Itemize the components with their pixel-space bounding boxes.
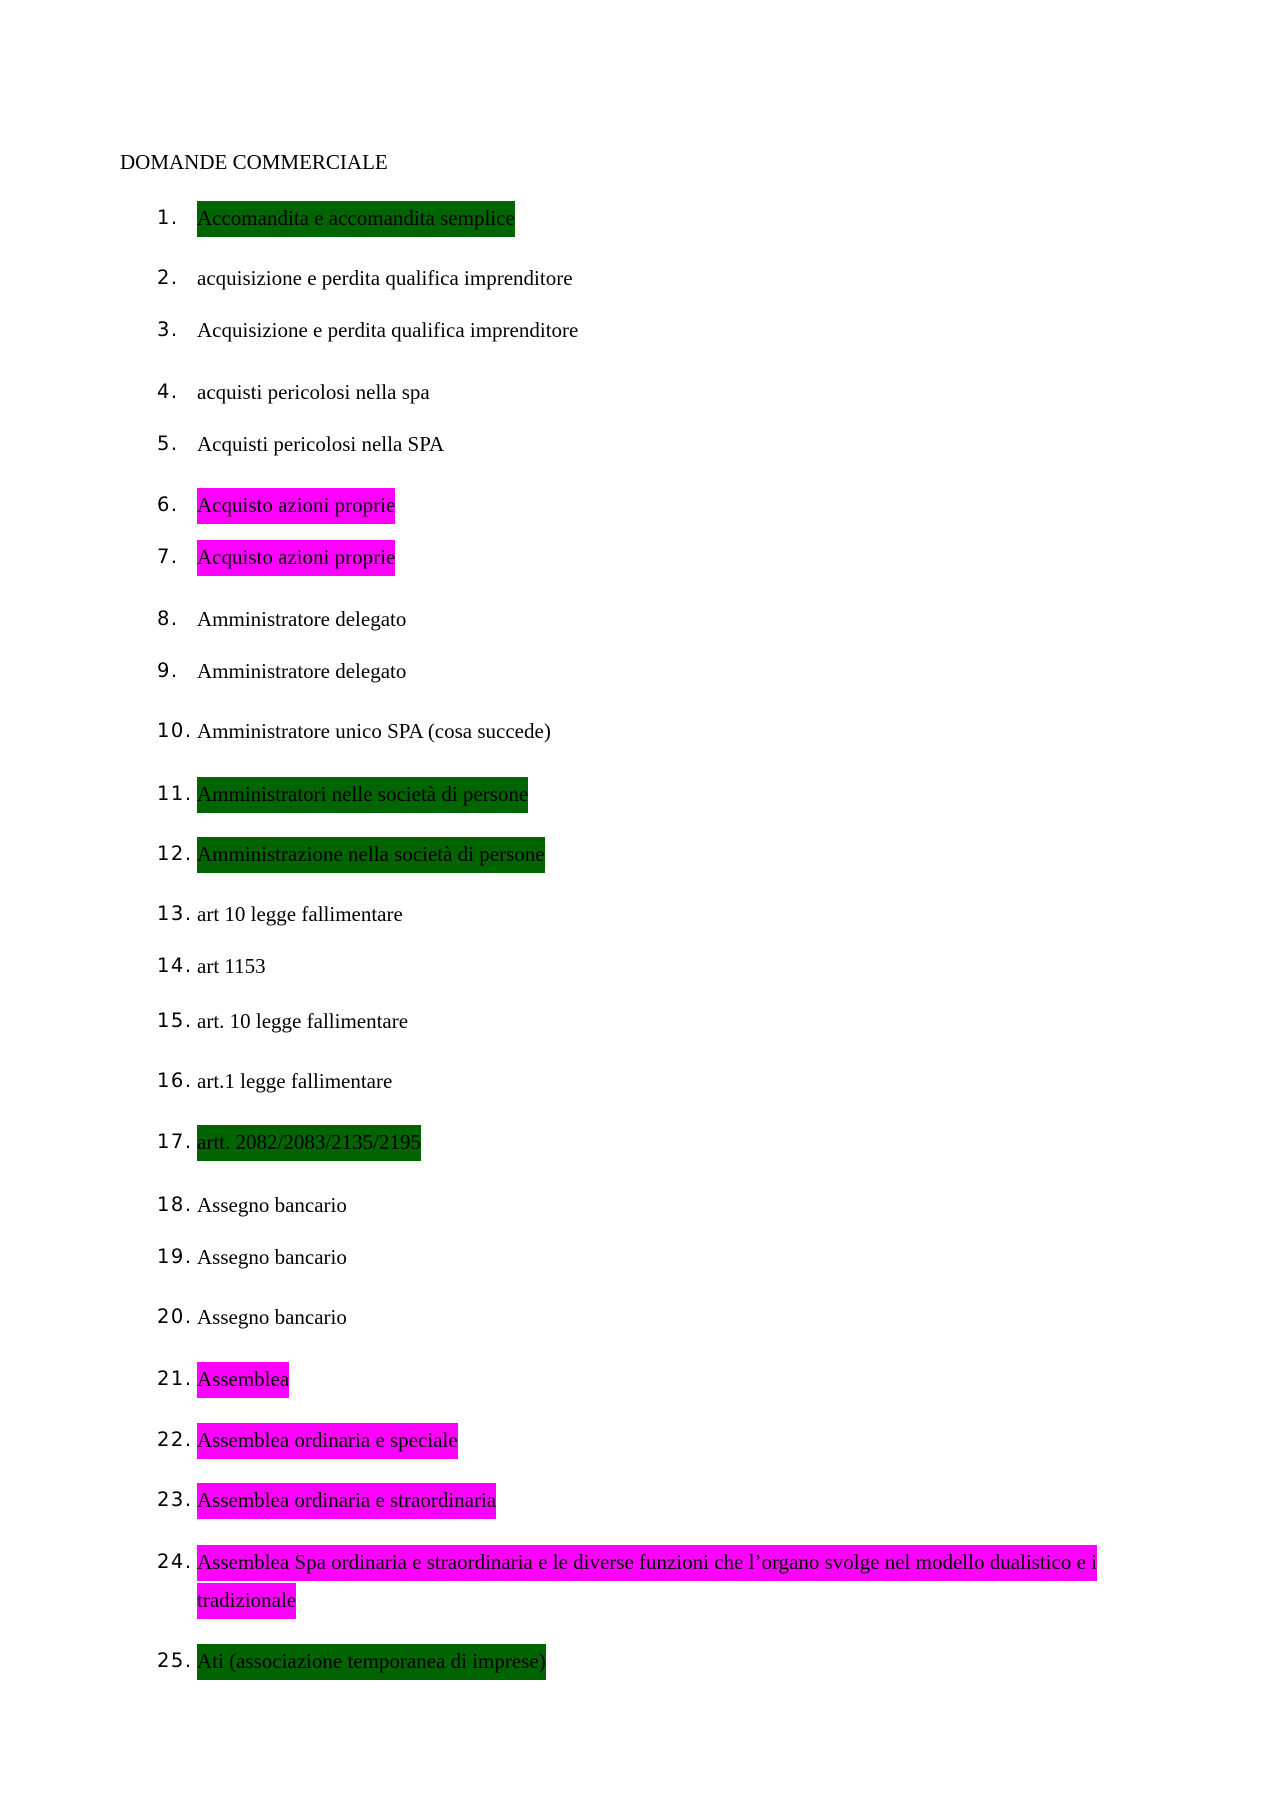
list-item-number: 22. (157, 1428, 193, 1451)
list-item-text: art 10 legge fallimentare (197, 902, 403, 926)
list-item-text: Assemblea (197, 1362, 289, 1398)
list-item-number: 19. (157, 1245, 193, 1268)
list-item-number: 21. (157, 1367, 193, 1390)
list-item-text: art 1153 (197, 954, 266, 978)
list-item-text: Acquisto azioni proprie (197, 540, 395, 576)
list-item-number: 25. (157, 1649, 193, 1672)
list-item-number: 23. (157, 1488, 193, 1511)
list-item-number: 13. (157, 902, 193, 925)
document-title: DOMANDE COMMERCIALE (120, 150, 388, 174)
list-item-text: Amministratori nelle società di persone (197, 777, 528, 813)
list-item-text: art.1 legge fallimentare (197, 1069, 393, 1093)
list-item-text: artt. 2082/2083/2135/2195 (197, 1125, 421, 1161)
list-item-number: 18. (157, 1193, 193, 1216)
list-item-number: 4. (157, 380, 179, 403)
list-item-text: Amministratore delegato (197, 659, 407, 683)
list-item-text: Accomandita e accomandita semplice (197, 201, 515, 237)
list-item-text: Amministratore delegato (197, 607, 407, 631)
list-item-number: 17. (157, 1130, 193, 1153)
list-item-number: 14. (157, 954, 193, 977)
list-item-number: 6. (157, 493, 179, 516)
list-item-text: Assemblea ordinaria e straordinaria (197, 1483, 496, 1519)
list-item-number: 12. (157, 842, 193, 865)
list-item-text: Acquisto azioni proprie (197, 488, 395, 524)
list-item-number: 1. (157, 206, 179, 229)
list-item-number: 2. (157, 266, 179, 289)
list-item-number: 15. (157, 1009, 193, 1032)
list-item-text: Assemblea ordinaria e speciale (197, 1423, 458, 1459)
list-item-number: 8. (157, 607, 179, 630)
list-item-number: 24. (157, 1550, 193, 1573)
list-item-text: Assegno bancario (197, 1245, 347, 1269)
list-item-text: Assegno bancario (197, 1305, 347, 1329)
list-item-number: 7. (157, 545, 179, 568)
list-item-number: 9. (157, 659, 179, 682)
list-item-text: acquisti pericolosi nella spa (197, 380, 430, 404)
list-item-text: Amministratore unico SPA (cosa succede) (197, 719, 551, 743)
list-item-text: acquisizione e perdita qualifica imprenditore (197, 266, 573, 290)
list-item-text: Amministrazione nella società di persone (197, 837, 545, 873)
list-item-text: art. 10 legge fallimentare (197, 1009, 409, 1033)
list-item-number: 3. (157, 318, 179, 341)
list-item-text: Acquisizione e perdita qualifica imprenditore (197, 318, 579, 342)
list-item-number: 11. (157, 782, 193, 805)
list-item-number: 20. (157, 1305, 193, 1328)
list-item-text: Assegno bancario (197, 1193, 347, 1217)
list-item-text: Acquisti pericolosi nella SPA (197, 432, 445, 456)
list-item-number: 5. (157, 432, 179, 455)
list-item-text: Assemblea Spa ordinaria e straordinaria e le diverse funzioni che l’organo svolge nel modello dualistico e i tradizionale (197, 1545, 1097, 1619)
list-item-number: 16. (157, 1069, 193, 1092)
list-item-text: Ati (associazione temporanea di imprese) (197, 1644, 546, 1680)
list-item-number: 10. (157, 719, 193, 742)
